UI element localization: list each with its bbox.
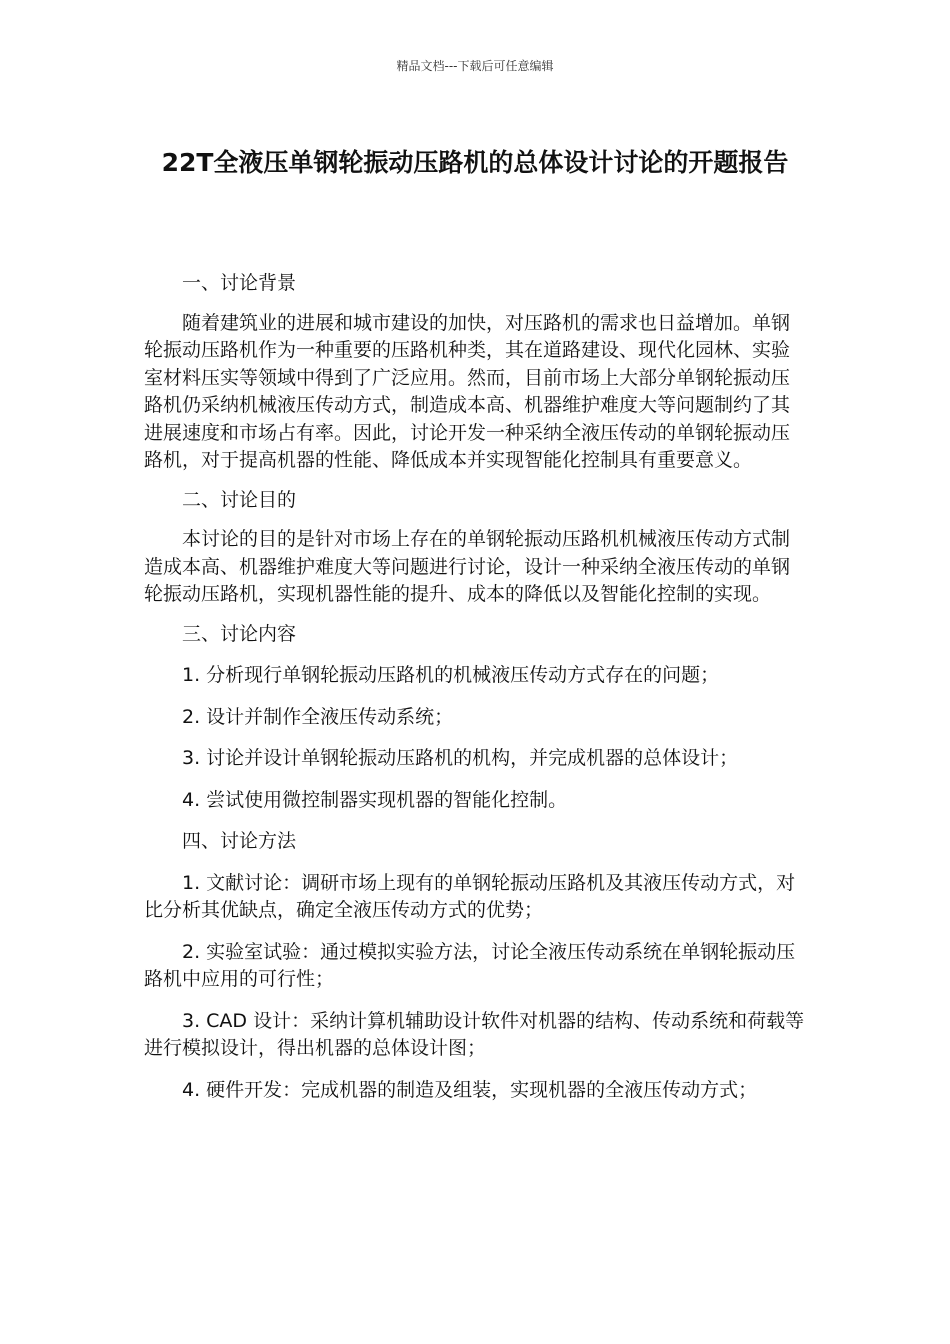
list-item: 1. 分析现行单钢轮振动压路机的机械液压传动方式存在的问题； [182, 664, 720, 686]
section-heading-background: 一、讨论背景 [182, 272, 297, 294]
list-item: 3. CAD 设计：采纳计算机辅助设计软件对机器的结构、传动系统和荷载等进行模拟设计，得出机器的总体设计图； [144, 1009, 805, 1059]
list-item: 3. 讨论并设计单钢轮振动压路机的机构，并完成机器的总体设计； [182, 747, 739, 769]
list-item: 2. 设计并制作全液压传动系统； [182, 705, 454, 728]
header-note: 精品文档---下载后可任意编辑 [396, 59, 554, 73]
section-heading-content: 三、讨论内容 [182, 622, 297, 645]
paragraph-purpose: 本讨论的目的是针对市场上存在的单钢轮振动压路机机械液压传动方式制造成本高、机器维护难度大等问题进行讨论，设计一种采纳全液压传动的单钢轮振动压路机，实现机器性能的提升、成本的降低以及智能化控制的实现。 [144, 528, 791, 605]
list-item: 4. 尝试使用微控制器实现机器的智能化控制。 [182, 788, 568, 811]
list-item: 4. 硬件开发：完成机器的制造及组装，实现机器的全液压传动方式； [182, 1078, 758, 1101]
list-item: 2. 实验室试验：通过模拟实验方法，讨论全液压传动系统在单钢轮振动压路机中应用的可行性； [144, 940, 796, 990]
section-heading-method: 四、讨论方法 [182, 830, 297, 852]
document-body [144, 270, 808, 1104]
paragraph-background: 随着建筑业的进展和城市建设的加快，对压路机的需求也日益增加。单钢轮振动压路机作为一种重要的压路机种类，其在道路建设、现代化园林、实验室材料压实等领域中得到了广泛应用。然而，目前市场上大部分单钢轮振动压路机仍采纳机械液压传动方式，制造成本高、机器维护难度大等问题制约了其进展速度和市场占有率。因此，讨论开发一种采纳全液压传动的单钢轮振动压路机，对于提高机器的性能、降低成本并实现智能化控制具有重要意义。 [144, 311, 791, 471]
list-item: 1. 文献讨论：调研市场上现有的单钢轮振动压路机及其液压传动方式，对比分析其优缺点，确定全液压传动方式的优势； [144, 871, 796, 921]
section-heading-purpose: 二、讨论目的 [182, 488, 297, 511]
page-title: 22T全液压单钢轮振动压路机的总体设计讨论的开题报告 [161, 148, 789, 177]
